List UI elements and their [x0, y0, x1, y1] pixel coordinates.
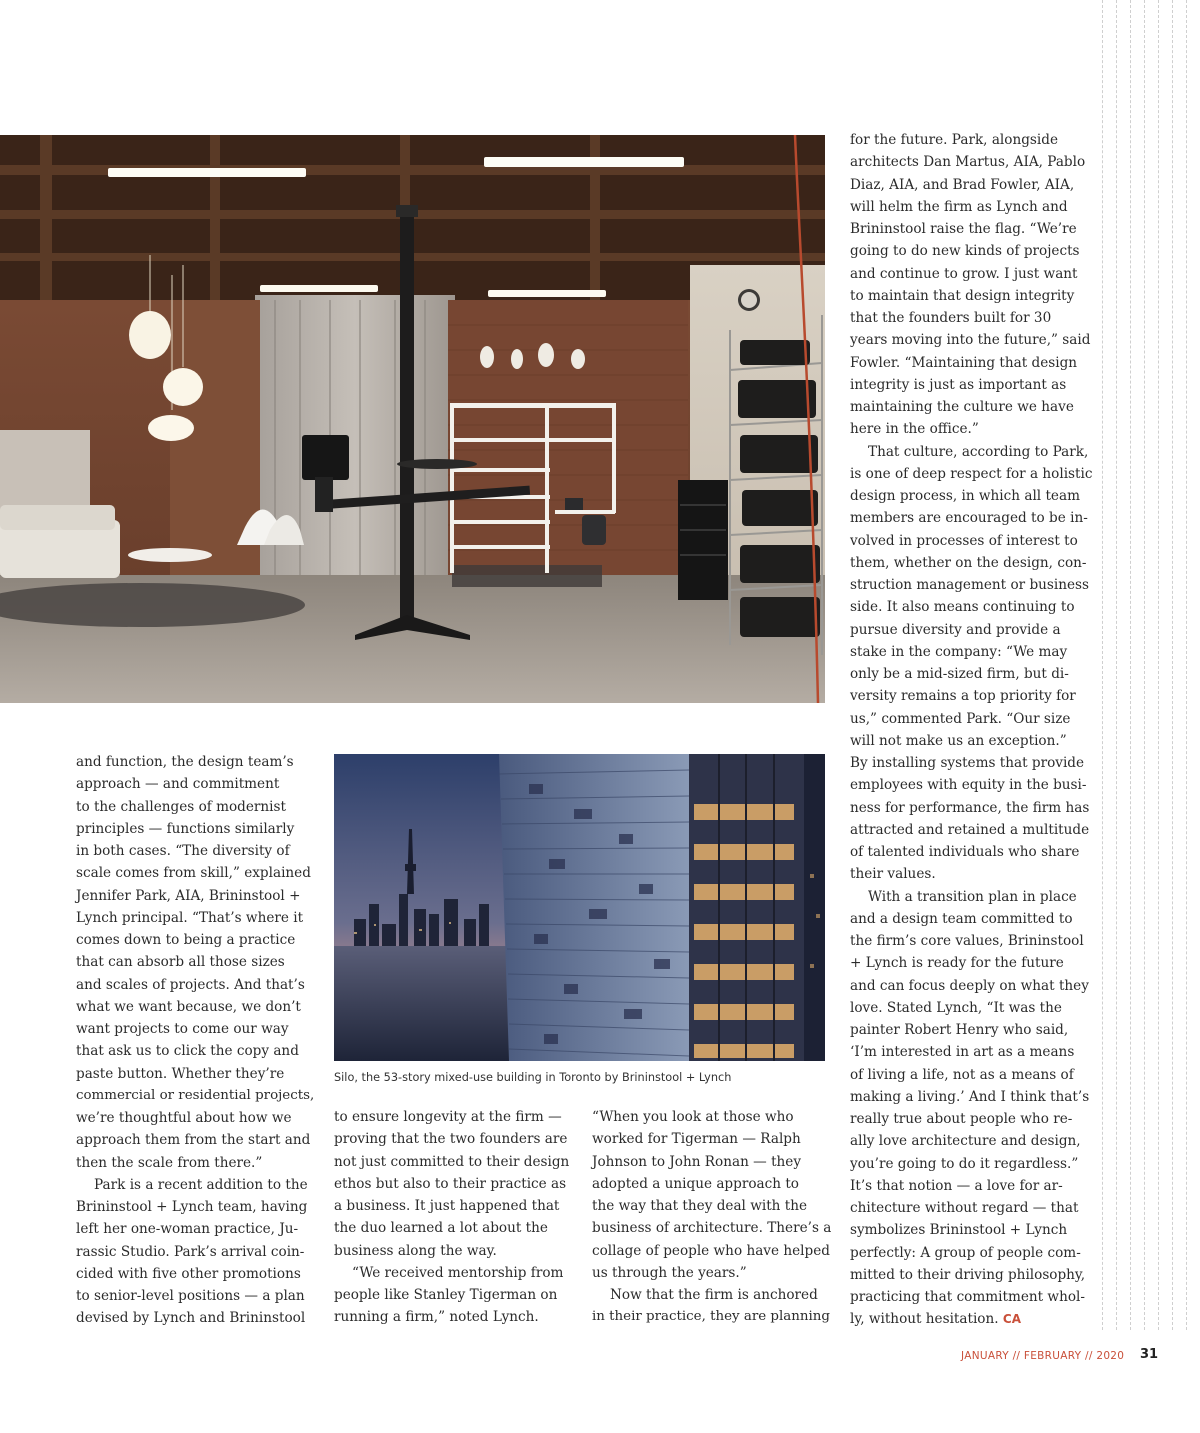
text-line: people like Stanley Tigerman on: [334, 1287, 558, 1303]
text-line: ‘I’m interested in art as a means: [850, 1044, 1075, 1061]
text-line: ly, without hesitation. CA: [850, 1311, 1021, 1328]
text-line: + Lynch is ready for the future: [850, 955, 1064, 972]
text-line: you’re going to do it regardless.”: [850, 1155, 1079, 1172]
text-line: for the future. Park, alongside: [850, 132, 1058, 148]
text-line: devised by Lynch and Brininstool: [76, 1310, 306, 1327]
text-line: It’s that notion — a love for ar-: [850, 1177, 1063, 1194]
text-line: their values.: [850, 866, 936, 883]
text-line: mitted to their driving philosophy,: [850, 1266, 1086, 1283]
text-line: rassic Studio. Park’s arrival coin-: [76, 1243, 305, 1260]
page-number: 31: [1140, 1347, 1159, 1362]
text-line: architects Dan Martus, AIA, Pablo: [850, 154, 1086, 171]
text-line: Now that the firm is anchored: [610, 1287, 818, 1303]
text-line: Brininstool raise the flag. “We’re: [850, 221, 1077, 237]
text-line: attracted and retained a multitude: [850, 821, 1090, 838]
text-line: members are encouraged to be in-: [850, 510, 1088, 527]
text-line: Park is a recent addition to the: [94, 1176, 308, 1193]
text-line: and scales of projects. And that’s: [76, 976, 305, 993]
text-line: Jennifer Park, AIA, Brininstool +: [76, 887, 301, 904]
text-line: By installing systems that provide: [850, 755, 1085, 771]
studio-interior-photo: [0, 135, 825, 703]
text-line: only be a mid-sized firm, but di-: [850, 666, 1069, 682]
text-line: design process, in which all team: [850, 488, 1080, 504]
text-line: business of architecture. There’s a: [592, 1220, 832, 1237]
text-line: a business. It just happened that: [334, 1198, 560, 1214]
issue-date-footer: JANUARY // FEBRUARY // 2020: [961, 1350, 1125, 1362]
text-line: business along the way.: [334, 1242, 497, 1259]
text-line: of talented individuals who share: [850, 844, 1080, 860]
margin-rule: [1186, 0, 1187, 1330]
margin-rule: [1144, 0, 1145, 1330]
text-line: cided with five other promotions: [76, 1265, 301, 1282]
margin-rule: [1158, 0, 1159, 1330]
text-line: not just committed to their design: [334, 1153, 570, 1170]
article-column-4: [850, 129, 1095, 1331]
text-line: practicing that commitment whol-: [850, 1289, 1085, 1305]
text-line: in both cases. “The diversity of: [76, 843, 290, 859]
text-line: stake in the company: “We may: [850, 643, 1068, 660]
text-line: volved in processes of interest to: [850, 532, 1078, 549]
text-line: the firm’s core values, Brininstool: [850, 933, 1084, 949]
text-line: years moving into the future,” said: [850, 332, 1091, 349]
text-line: symbolizes Brininstool + Lynch: [850, 1222, 1068, 1239]
text-line: us,” commented Park. “Our size: [850, 710, 1071, 727]
text-line: employees with equity in the busi-: [850, 777, 1087, 794]
text-line: will helm the firm as Lynch and: [850, 198, 1068, 215]
text-line: painter Robert Henry who said,: [850, 1022, 1069, 1038]
end-mark: CA: [1002, 1312, 1021, 1327]
text-line: struction management or business: [850, 577, 1089, 593]
text-line: that can absorb all those sizes: [76, 954, 285, 971]
text-line: Brininstool + Lynch team, having: [76, 1199, 308, 1215]
text-line: adopted a unique approach to: [592, 1175, 799, 1192]
text-line: ethos but also to their practice as: [334, 1175, 567, 1192]
text-line: versity remains a top priority for: [850, 688, 1076, 705]
text-line: Diaz, AIA, and Brad Fowler, AIA,: [850, 176, 1075, 193]
text-line: them, whether on the design, con-: [850, 554, 1087, 571]
text-line: Fowler. “Maintaining that design: [850, 354, 1078, 371]
text-line: really true about people who re-: [850, 1111, 1073, 1127]
text-line: that ask us to click the copy and: [76, 1043, 299, 1060]
text-line: That culture, according to Park,: [868, 443, 1089, 460]
text-line: collage of people who have helped: [592, 1242, 830, 1259]
text-line: running a firm,” noted Lynch.: [334, 1309, 539, 1326]
text-line: comes down to being a practice: [76, 932, 296, 948]
article-column-2: [334, 1106, 574, 1329]
text-line: to ensure longevity at the firm —: [334, 1109, 562, 1125]
text-line: to senior-level positions — a plan: [76, 1288, 305, 1304]
text-line: the duo learned a lot about the: [334, 1220, 548, 1237]
text-line: maintaining the culture we have: [850, 399, 1074, 415]
text-line: and continue to grow. I just want: [850, 265, 1078, 282]
text-line: commercial or residential projects,: [76, 1087, 315, 1103]
text-line: will not make us an exception.”: [850, 732, 1067, 749]
text-line: we’re thoughtful about how we: [76, 1110, 292, 1126]
text-line: and function, the design team’s: [76, 754, 294, 770]
text-line: perfectly: A group of people com-: [850, 1244, 1081, 1261]
text-line: what we want because, we don’t: [76, 998, 301, 1015]
text-line: paste button. Whether they’re: [76, 1065, 285, 1082]
margin-rule: [1130, 0, 1131, 1330]
text-line: “We received mentorship from: [352, 1264, 564, 1281]
text-line: making a living.’ And I think that’s: [850, 1088, 1090, 1105]
text-line: worked for Tigerman — Ralph: [592, 1131, 801, 1148]
silo-tower-photo: [334, 754, 825, 1061]
photo-caption: Silo, the 53-story mixed-use building in Toronto by Brininstool + Lynch: [334, 1071, 732, 1084]
margin-rule: [1102, 0, 1103, 1330]
text-line: that the founders built for 30: [850, 310, 1052, 326]
text-line: ally love architecture and design,: [850, 1133, 1081, 1150]
text-line: in their practice, they are planning: [592, 1309, 830, 1325]
margin-rule: [1116, 0, 1117, 1330]
text-line: principles — functions similarly: [76, 820, 295, 837]
text-line: and can focus deeply on what they: [850, 977, 1089, 994]
article-column-3: [592, 1106, 832, 1329]
text-line: pursue diversity and provide a: [850, 621, 1061, 638]
text-line: Lynch principal. “That’s where it: [76, 909, 304, 926]
text-line: want projects to come our way: [76, 1021, 289, 1037]
text-line: ness for performance, the firm has: [850, 799, 1090, 816]
text-line: and a design team committed to: [850, 910, 1073, 927]
text-line: here in the office.”: [850, 421, 979, 438]
article-column-1: [76, 751, 316, 1330]
text-line: With a transition plan in place: [868, 888, 1077, 905]
text-line: “When you look at those who: [592, 1109, 794, 1125]
text-line: of living a life, not as a means of: [850, 1066, 1074, 1083]
text-line: us through the years.”: [592, 1264, 747, 1281]
text-line: chitecture without regard — that: [850, 1200, 1079, 1216]
text-line: to maintain that design integrity: [850, 287, 1075, 304]
text-line: left her one-woman practice, Ju-: [76, 1221, 299, 1238]
text-line: to the challenges of modernist: [76, 798, 286, 815]
text-line: approach — and commitment: [76, 776, 280, 793]
text-line: the way that they deal with the: [592, 1198, 807, 1214]
text-line: approach them from the start and: [76, 1132, 311, 1149]
text-line: is one of deep respect for a holistic: [850, 465, 1093, 482]
text-line: Johnson to John Ronan — they: [592, 1153, 802, 1170]
text-line: love. Stated Lynch, “It was the: [850, 999, 1062, 1016]
text-line: proving that the two founders are: [334, 1131, 568, 1148]
margin-rule: [1172, 0, 1173, 1330]
text-line: side. It also means continuing to: [850, 599, 1075, 616]
text-line: scale comes from skill,” explained: [76, 865, 311, 882]
text-line: integrity is just as important as: [850, 376, 1067, 393]
text-line: going to do new kinds of projects: [850, 243, 1080, 260]
text-line: then the scale from there.”: [76, 1154, 263, 1171]
